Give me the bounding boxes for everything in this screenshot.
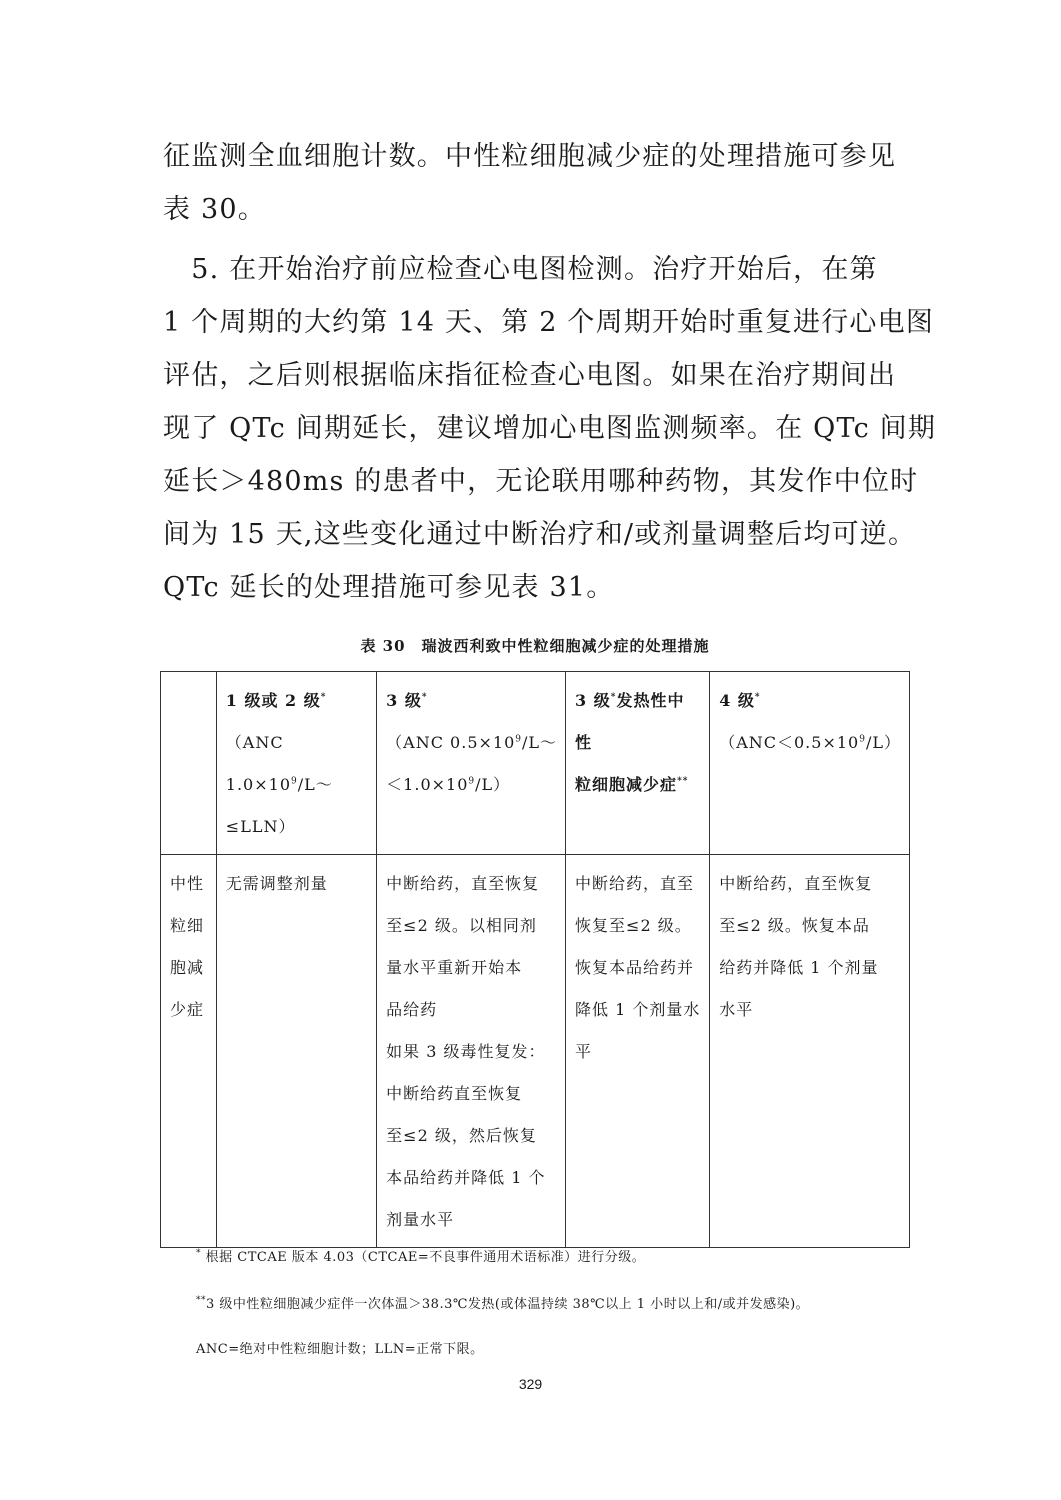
cell-text: 至≤2 级，然后恢复 (386, 1126, 537, 1145)
row-label-cell (161, 855, 217, 1248)
header-text: /L～ (297, 775, 333, 794)
header-text: （ANC＜0.5×10 (719, 733, 860, 752)
table-header-row (161, 672, 910, 855)
text-line: 间为 15 天,这些变化通过中断治疗和/或剂量调整后均可逆。 (163, 519, 917, 550)
paragraph-2 (163, 243, 937, 614)
header-text: /L） (865, 733, 901, 752)
footnote-text: 3 级中性粒细胞减少症伴一次体温＞38.3℃发热(或体温持续 38℃以上 1 小时以上和/或并发感染)。 (206, 1297, 810, 1312)
cell-text: 给药并降低 1 个剂量 (719, 958, 879, 977)
cell-text: 无需调整剂量 (225, 874, 328, 893)
header-text: 4 级 (719, 691, 755, 710)
footnote-2 (196, 1293, 809, 1312)
grade-3-action (377, 855, 566, 1248)
grade-4-action (710, 855, 910, 1248)
footnote-mark: * (196, 1248, 201, 1259)
header-text: 3 级 (386, 691, 422, 710)
cell-text: 至≤2 级。以相同剂 (386, 916, 537, 935)
header-text: ＜1.0×10 (386, 775, 469, 794)
text-line: 征监测全血细胞计数。中性粒细胞减少症的处理措施可参见 (163, 141, 897, 172)
cell-text: 中性 (170, 874, 205, 893)
cell-text: 量水平重新开始本 (386, 958, 523, 977)
text-line: QTc 延长的处理措施可参见表 31。 (163, 572, 615, 603)
text-line: 5. 在开始治疗前应检查心电图检测。治疗开始后，在第 (163, 254, 878, 285)
footnote-mark: ** (677, 776, 689, 787)
cell-text: 本品给药并降低 1 个 (386, 1168, 546, 1187)
header-grade-4 (710, 672, 910, 855)
cell-text: 水平 (719, 1000, 754, 1019)
exponent: 9 (515, 734, 523, 745)
exponent: 9 (859, 734, 866, 745)
cell-text: 中断给药直至恢复 (386, 1084, 523, 1103)
header-grade-1-2 (216, 672, 376, 855)
text-line: 评估，之后则根据临床指征检查心电图。如果在治疗期间出 (163, 360, 897, 391)
cell-text: 至≤2 级。恢复本品 (719, 916, 870, 935)
cell-text: 如果 3 级毒性复发： (386, 1042, 546, 1061)
cell-text: 恢复至≤2 级。 (575, 916, 692, 935)
paragraph-1 (163, 130, 908, 236)
header-text: ≤LLN） (225, 817, 296, 836)
footnote-3 (196, 1338, 484, 1357)
cell-text: 剂量水平 (386, 1210, 455, 1229)
footnote-mark: ** (196, 1295, 206, 1306)
cell-text: 少症 (170, 1000, 205, 1019)
text-line: 延长＞480ms 的患者中，无论联用哪种药物，其发作中位时 (163, 466, 919, 497)
grade-1-2-action (216, 855, 376, 1248)
header-grade-3-febrile (566, 672, 710, 855)
header-text: （ANC (225, 733, 284, 752)
header-text: 1 级或 2 级 (225, 691, 321, 710)
grade-3-febrile-action (566, 855, 710, 1248)
header-text: 粒细胞减少症 (575, 775, 678, 794)
cell-text: 品给药 (386, 1000, 438, 1019)
header-empty-cell (161, 672, 217, 855)
text-line: 现了 QTc 间期延长，建议增加心电图监测频率。在 QTc 间期 (163, 413, 937, 444)
exponent: 9 (468, 776, 476, 787)
cell-text: 降低 1 个剂量水 (575, 1000, 701, 1019)
header-text: /L） (475, 775, 511, 794)
footnote-mark: * (421, 692, 428, 703)
header-grade-3 (377, 672, 566, 855)
header-text: 1.0×10 (225, 775, 291, 794)
header-text: /L～ (522, 733, 558, 752)
header-text: （ANC 0.5×10 (386, 733, 516, 752)
cell-text: 粒细 (170, 916, 205, 935)
text-line: 1 个周期的大约第 14 天、第 2 个周期开始时重复进行心电图 (163, 307, 935, 338)
footnote-text: 根据 CTCAE 版本 4.03（CTCAE=不良事件通用术语标准）进行分级。 (201, 1250, 646, 1265)
cell-text: 平 (575, 1042, 593, 1061)
cell-text: 中断给药，直至恢复 (386, 874, 540, 893)
footnote-mark: * (754, 692, 761, 703)
cell-text: 恢复本品给药并 (575, 958, 695, 977)
table-row (161, 855, 910, 1248)
footnote-mark: * (610, 692, 617, 703)
cell-text: 胞减 (170, 958, 205, 977)
header-text: 3 级 (575, 691, 611, 710)
table-caption: 表 30 瑞波西利致中性粒细胞减少症的处理措施 (360, 637, 710, 655)
page-number: 329 (518, 1376, 543, 1392)
footnote-text: ANC=绝对中性粒细胞计数；LLN=正常下限。 (196, 1342, 484, 1357)
cell-text: 中断给药，直至恢复 (719, 874, 873, 893)
neutropenia-table (160, 671, 910, 1248)
footnote-1 (196, 1246, 645, 1265)
cell-text: 中断给药，直至 (575, 874, 695, 893)
text-line: 表 30。 (163, 194, 266, 225)
footnote-mark: * (320, 692, 327, 703)
header-text: 发热性中性 (575, 691, 685, 752)
exponent: 9 (291, 776, 298, 787)
